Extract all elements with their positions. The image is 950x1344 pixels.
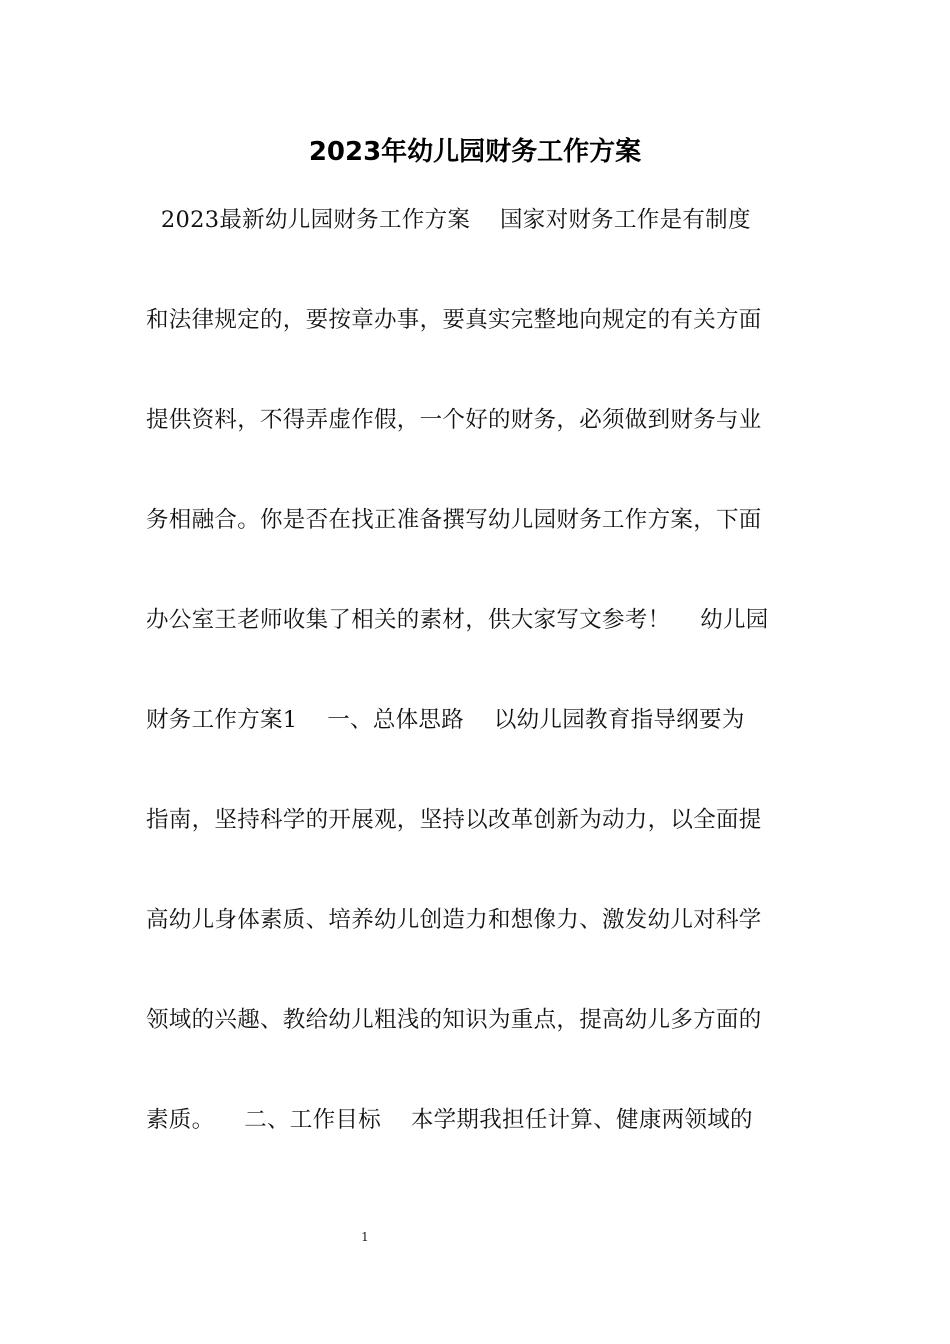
body-line: 高幼儿身体素质、培养幼儿创造力和想像力、激发幼儿对科学 [146,907,762,933]
page-number: 1 [361,1230,369,1244]
body-line: 领域的兴趣、教给幼儿粗浅的知识为重点，提高幼儿多方面的 [146,1007,762,1033]
body-line: 务相融合。你是否在找正准备撰写幼儿园财务工作方案，下面 [146,507,762,533]
body-line: 2023最新幼儿园财务工作方案 国家对财务工作是有制度 [146,207,751,233]
body-line: 办公室王老师收集了相关的素材，供大家写文参考！ 幼儿园 [146,607,769,633]
body-line: 指南，坚持科学的开展观，坚持以改革创新为动力，以全面提 [146,807,762,833]
body-line: 财务工作方案1 一、总体思路 以幼儿园教育指导纲要为 [146,707,745,733]
body-line: 提供资料，不得弄虚作假，一个好的财务，必须做到财务与业 [146,407,762,433]
body-line: 和法律规定的，要按章办事，要真实完整地向规定的有关方面 [146,307,762,333]
body-line: 素质。 二、工作目标 本学期我担任计算、健康两领域的 [146,1107,753,1133]
document-title: 2023年幼儿园财务工作方案 [308,137,642,167]
